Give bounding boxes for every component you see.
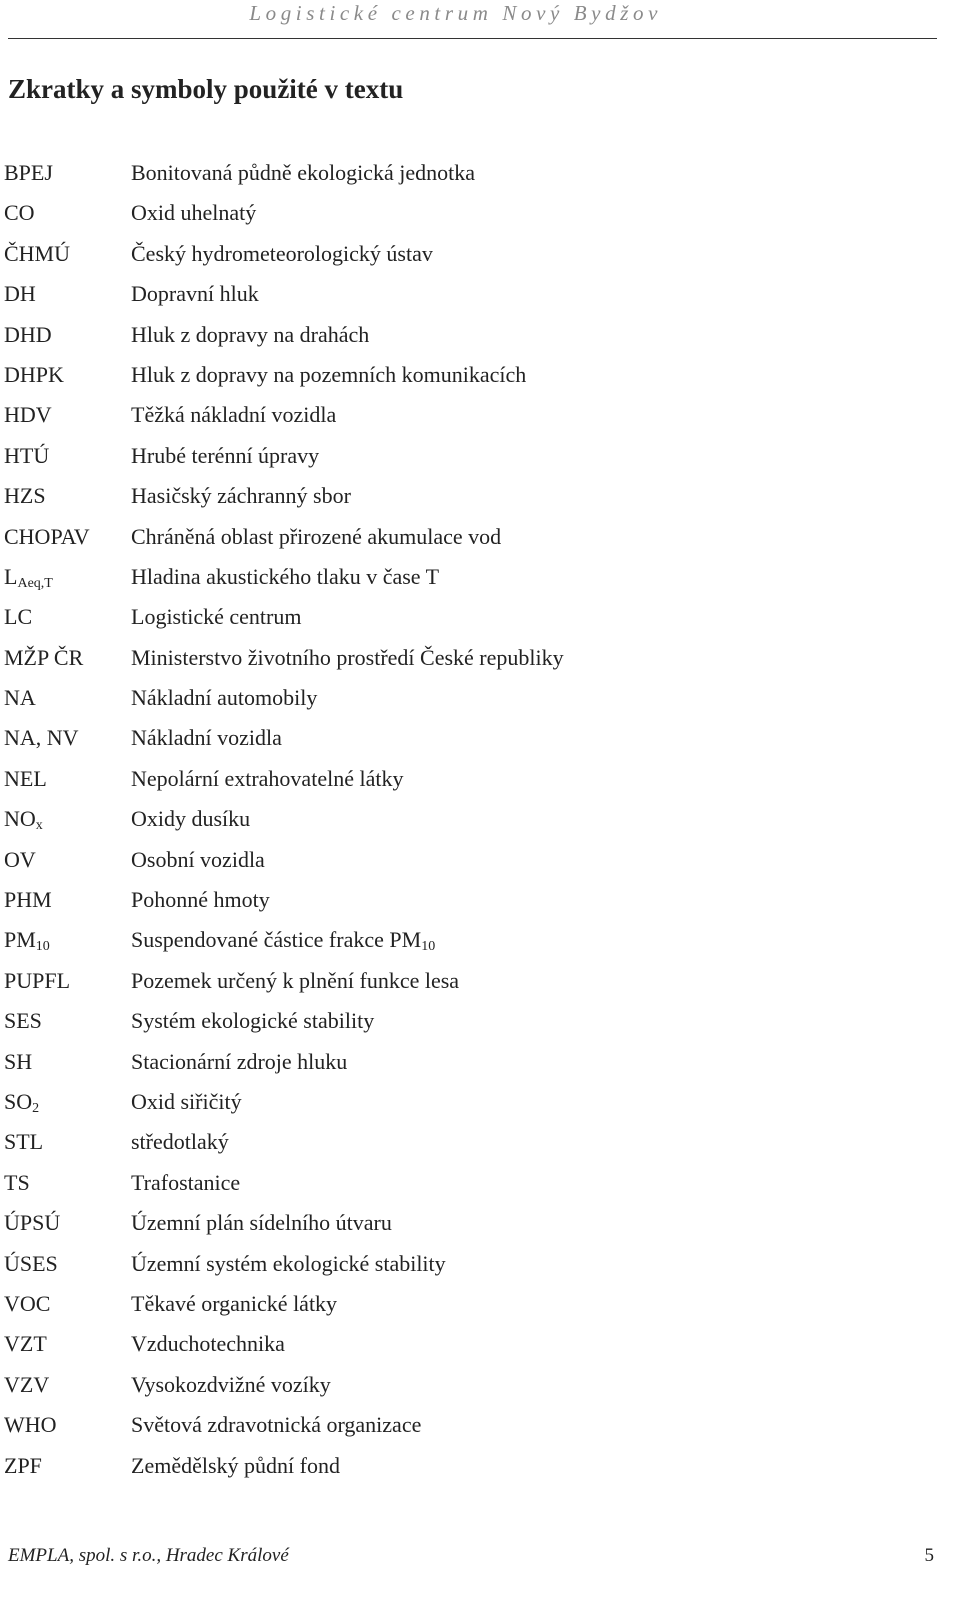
abbreviation-term-text: HTÚ xyxy=(4,442,50,468)
abbreviation-term xyxy=(4,1203,60,1243)
abbreviation-row xyxy=(4,274,934,314)
abbreviation-term-text: ÚSES xyxy=(4,1250,58,1276)
abbreviation-term xyxy=(4,315,52,355)
abbreviation-term xyxy=(4,1122,43,1162)
abbreviation-meaning xyxy=(131,759,403,799)
abbreviation-meaning-text: Hladina akustického tlaku v čase T xyxy=(131,563,440,589)
page-header-title: Logistické centrum Nový Bydžov xyxy=(249,1,662,25)
abbreviation-term-text: WHO xyxy=(4,1412,57,1438)
abbreviation-meaning xyxy=(131,880,270,920)
abbreviation-meaning-text: Hluk z dopravy na pozemních komunikacích xyxy=(131,361,527,387)
abbreviation-term-text: VZT xyxy=(4,1331,47,1357)
abbreviation-meaning-text: Těkavé organické látky xyxy=(131,1290,338,1316)
abbreviation-meaning xyxy=(131,1446,340,1486)
abbreviation-term xyxy=(4,436,49,476)
abbreviation-term-text: CHOPAV xyxy=(4,523,90,549)
abbreviation-meaning xyxy=(131,718,282,758)
abbreviation-meaning xyxy=(131,557,439,597)
abbreviation-meaning-text: Nákladní vozidla xyxy=(131,725,282,751)
abbreviation-meaning xyxy=(131,1203,392,1243)
abbreviation-term xyxy=(4,1405,57,1445)
abbreviation-meaning-text: Suspendované částice frakce PM xyxy=(131,927,422,953)
abbreviation-row xyxy=(4,880,934,920)
abbreviation-term xyxy=(4,234,70,274)
abbreviation-term-subscript: Aeq,T xyxy=(17,575,53,591)
abbreviation-row xyxy=(4,920,934,960)
abbreviation-meaning-text: Zemědělský půdní fond xyxy=(131,1452,340,1478)
abbreviation-term xyxy=(4,597,32,637)
abbreviation-term-text: CO xyxy=(4,200,35,226)
abbreviation-term-text: PHM xyxy=(4,887,52,913)
abbreviation-meaning-text: Bonitovaná půdně ekologická jednotka xyxy=(131,160,475,185)
abbreviation-row xyxy=(4,1001,934,1041)
abbreviation-term xyxy=(4,153,53,193)
abbreviation-meaning-text: Dopravní hluk xyxy=(131,281,259,307)
abbreviation-term xyxy=(4,1284,50,1324)
footer-company: EMPLA, spol. s r.o., Hradec Králové xyxy=(8,1545,289,1566)
abbreviation-term-text: VOC xyxy=(4,1290,51,1316)
abbreviation-term xyxy=(4,759,47,799)
abbreviation-row xyxy=(4,395,934,435)
abbreviation-meaning xyxy=(131,395,336,435)
abbreviation-meaning xyxy=(131,1042,347,1082)
abbreviation-meaning xyxy=(131,1082,242,1122)
abbreviation-meaning xyxy=(131,597,301,637)
abbreviation-row xyxy=(4,1082,934,1122)
abbreviation-meaning-text: Hasičský záchranný sbor xyxy=(131,483,351,509)
abbreviation-term-text: HDV xyxy=(4,402,52,428)
abbreviation-term xyxy=(4,1446,42,1486)
abbreviation-meaning-text: středotlaký xyxy=(131,1129,229,1155)
abbreviation-meaning-text: Nákladní automobily xyxy=(131,685,318,711)
abbreviation-meaning xyxy=(131,517,501,557)
abbreviation-term-text: L xyxy=(4,563,18,589)
abbreviation-meaning-text: Trafostanice xyxy=(131,1169,241,1195)
abbreviation-row xyxy=(4,1244,934,1284)
abbreviation-meaning-text: Územní systém ekologické stability xyxy=(131,1250,446,1276)
abbreviation-meaning xyxy=(131,1122,229,1162)
abbreviation-meaning-text: Ministerstvo životního prostředí České republiky xyxy=(131,644,564,670)
abbreviation-term xyxy=(4,355,64,395)
abbreviation-term xyxy=(4,193,35,233)
abbreviation-meaning-text: Těžká nákladní vozidla xyxy=(131,402,337,428)
abbreviation-meaning xyxy=(131,153,475,193)
abbreviation-meaning-text: Pozemek určený k plnění funkce lesa xyxy=(131,967,460,993)
abbreviation-term-text: DHPK xyxy=(4,361,64,387)
abbreviation-term-text: NA xyxy=(4,685,36,711)
abbreviation-term xyxy=(4,678,36,718)
abbreviation-row xyxy=(4,517,934,557)
abbreviation-term xyxy=(4,840,36,880)
abbreviation-row xyxy=(4,193,934,233)
abbreviation-meaning-text: Oxidy dusíku xyxy=(131,806,251,832)
abbreviation-meaning xyxy=(131,274,259,314)
abbreviation-meaning xyxy=(131,355,526,395)
abbreviation-meaning-text: Územní plán sídelního útvaru xyxy=(131,1210,392,1236)
abbreviation-term-text: PUPFL xyxy=(4,967,71,993)
abbreviation-meaning xyxy=(131,1244,446,1284)
abbreviation-row xyxy=(4,961,934,1001)
abbreviation-term-text: DH xyxy=(4,281,36,307)
abbreviation-term xyxy=(4,395,52,435)
abbreviation-meaning xyxy=(131,315,369,355)
abbreviation-meaning xyxy=(131,476,351,516)
abbreviation-row xyxy=(4,678,934,718)
abbreviation-term-text: DHD xyxy=(4,321,52,347)
abbreviation-meaning-text: Osobní vozidla xyxy=(131,846,265,872)
abbreviation-term xyxy=(4,1244,58,1284)
abbreviation-row xyxy=(4,759,934,799)
abbreviation-term xyxy=(4,880,52,920)
abbreviation-term-text: STL xyxy=(4,1129,44,1155)
abbreviation-term-text: MŽP ČR xyxy=(4,644,84,670)
abbreviation-row xyxy=(4,1324,934,1364)
abbreviation-meaning xyxy=(131,1284,337,1324)
abbreviation-term-text: PM xyxy=(4,927,36,953)
abbreviation-row xyxy=(4,234,934,274)
abbreviation-term xyxy=(4,1042,32,1082)
abbreviation-term xyxy=(4,1001,42,1041)
abbreviation-term-text: LC xyxy=(4,604,33,630)
abbreviation-meaning xyxy=(131,1405,421,1445)
abbreviation-meaning xyxy=(131,234,433,274)
abbreviation-term-text: SH xyxy=(4,1048,33,1074)
header-rule xyxy=(8,38,937,39)
abbreviation-term xyxy=(4,517,90,557)
abbreviation-meaning xyxy=(131,961,459,1001)
abbreviation-meaning-text: Chráněná oblast přirozené akumulace vod xyxy=(131,523,502,549)
abbreviation-row xyxy=(4,1122,934,1162)
abbreviation-term-text: NO xyxy=(4,806,36,832)
abbreviation-meaning-text: Oxid siřičitý xyxy=(131,1088,242,1114)
abbreviation-term xyxy=(4,476,46,516)
abbreviation-row xyxy=(4,557,934,597)
abbreviation-row xyxy=(4,1446,934,1486)
abbreviation-term-text: BPEJ xyxy=(4,160,53,185)
abbreviation-row xyxy=(4,1365,934,1405)
abbreviation-term-text: SO xyxy=(4,1088,33,1114)
abbreviation-term xyxy=(4,1324,47,1364)
abbreviation-term-text: TS xyxy=(4,1169,30,1195)
abbreviation-term-subscript: 2 xyxy=(32,1100,40,1116)
abbreviation-term-subscript: 10 xyxy=(35,939,50,955)
abbreviation-meaning-text: Logistické centrum xyxy=(131,604,302,630)
abbreviation-row xyxy=(4,799,934,839)
abbreviation-row xyxy=(4,355,934,395)
abbreviation-row xyxy=(4,315,934,355)
abbreviation-meaning xyxy=(131,436,319,476)
abbreviation-term xyxy=(4,274,36,314)
abbreviation-meaning xyxy=(131,799,250,839)
abbreviation-term-text: VZV xyxy=(4,1371,50,1397)
abbreviation-meaning-text: Stacionární zdroje hluku xyxy=(131,1048,348,1074)
abbreviation-meaning-text: Systém ekologické stability xyxy=(131,1008,375,1034)
abbreviation-row xyxy=(4,476,934,516)
abbreviation-term xyxy=(4,638,83,678)
section-title: Zkratky a symboly použité v textu xyxy=(8,74,404,104)
abbreviation-meaning xyxy=(131,1163,240,1203)
abbreviation-row xyxy=(4,436,934,476)
abbreviation-meaning-text: Hluk z dopravy na drahách xyxy=(131,321,370,347)
abbreviation-row xyxy=(4,1405,934,1445)
abbreviation-meaning-text: Nepolární extrahovatelné látky xyxy=(131,765,404,791)
abbreviation-term-text: NA, NV xyxy=(4,725,79,751)
abbreviation-meaning-text: Český hydrometeorologický ústav xyxy=(131,240,433,266)
abbreviation-meaning xyxy=(131,193,256,233)
abbreviation-meaning-text: Hrubé terénní úpravy xyxy=(131,442,320,468)
abbreviation-row xyxy=(4,718,934,758)
abbreviation-meaning xyxy=(131,678,317,718)
abbreviation-term-text: ČHMÚ xyxy=(4,240,71,266)
abbreviation-row xyxy=(4,597,934,637)
abbreviation-list xyxy=(4,153,934,1486)
abbreviation-meaning-text: Pohonné hmoty xyxy=(131,887,270,913)
abbreviation-meaning xyxy=(131,1365,331,1405)
abbreviation-term xyxy=(4,961,70,1001)
abbreviation-term-text: OV xyxy=(4,846,36,872)
abbreviation-meaning xyxy=(131,638,564,678)
abbreviation-row xyxy=(4,840,934,880)
abbreviation-row xyxy=(4,1163,934,1203)
abbreviation-term xyxy=(4,1365,49,1405)
abbreviation-row xyxy=(4,1042,934,1082)
abbreviation-meaning-text: Vysokozdvižné vozíky xyxy=(131,1371,331,1397)
abbreviation-meaning-text: Oxid uhelnatý xyxy=(131,200,257,226)
abbreviation-meaning xyxy=(131,1001,374,1041)
abbreviation-term-subscript: x xyxy=(35,818,43,834)
abbreviation-term-text: SES xyxy=(4,1008,42,1034)
abbreviation-term-text: HZS xyxy=(4,483,46,509)
abbreviation-row xyxy=(4,153,934,193)
abbreviation-term xyxy=(4,718,79,758)
abbreviation-term-text: ZPF xyxy=(4,1452,42,1478)
abbreviation-meaning xyxy=(131,1324,285,1364)
abbreviation-meaning-text: Světová zdravotnická organizace xyxy=(131,1412,422,1438)
abbreviation-term-text: ÚPSÚ xyxy=(4,1210,61,1236)
abbreviation-meaning-text: Vzduchotechnika xyxy=(131,1331,285,1357)
abbreviation-term xyxy=(4,1163,30,1203)
abbreviation-row xyxy=(4,638,934,678)
abbreviation-meaning-subscript: 10 xyxy=(421,939,436,955)
abbreviation-meaning xyxy=(131,840,265,880)
footer-page-number: 5 xyxy=(924,1545,934,1566)
abbreviation-row xyxy=(4,1284,934,1324)
abbreviation-row xyxy=(4,1203,934,1243)
abbreviation-term-text: NEL xyxy=(4,765,47,791)
